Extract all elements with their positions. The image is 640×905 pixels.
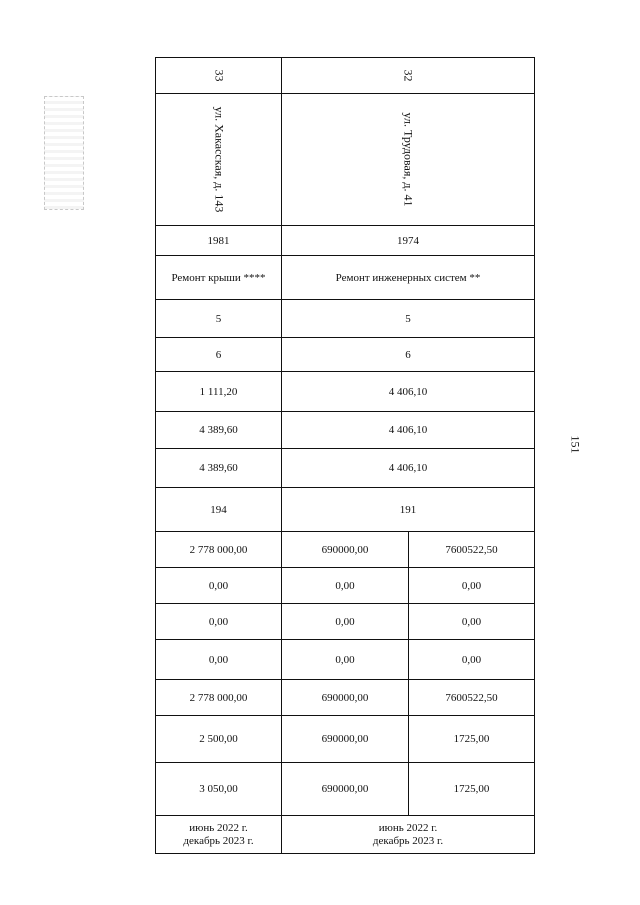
value-cell: 690000,00 xyxy=(282,716,409,763)
date-start: июнь 2022 г. xyxy=(189,821,248,834)
works-table xyxy=(155,57,535,854)
table-row xyxy=(156,604,535,640)
column-number-33: 33 xyxy=(156,58,282,94)
value-cell: 0,00 xyxy=(409,640,535,680)
value-cell: 4 389,60 xyxy=(156,449,282,488)
table-row xyxy=(156,256,535,300)
table-row xyxy=(156,568,535,604)
work-type-cell: Ремонт крыши **** xyxy=(156,256,282,300)
date-range-cell xyxy=(156,816,282,854)
table-row xyxy=(156,816,535,854)
value-cell: 5 xyxy=(156,300,282,338)
year-cell: 1974 xyxy=(282,226,535,256)
value-cell: 1 111,20 xyxy=(156,372,282,412)
table-row xyxy=(156,532,535,568)
value-cell: 1725,00 xyxy=(409,716,535,763)
table-row xyxy=(156,372,535,412)
table-row xyxy=(156,716,535,763)
year-cell: 1981 xyxy=(156,226,282,256)
table-row xyxy=(156,680,535,716)
date-start: июнь 2022 г. xyxy=(378,821,438,834)
value-cell: 194 xyxy=(156,488,282,532)
page-number: 151 xyxy=(568,435,583,454)
value-cell: 4 406,10 xyxy=(282,449,535,488)
table-row xyxy=(156,226,535,256)
value-cell: 0,00 xyxy=(282,604,409,640)
stamp-mark xyxy=(44,96,84,210)
date-end: декабрь 2023 г. xyxy=(372,834,444,847)
value-cell: 7600522,50 xyxy=(409,680,535,716)
value-cell: 0,00 xyxy=(409,604,535,640)
value-cell: 191 xyxy=(282,488,535,532)
date-range-cell xyxy=(282,816,535,854)
value-cell: 690000,00 xyxy=(282,763,409,816)
value-cell: 4 389,60 xyxy=(156,412,282,449)
work-type-cell: Ремонт инженерных систем ** xyxy=(282,256,535,300)
table-row xyxy=(156,488,535,532)
value-cell: 7600522,50 xyxy=(409,532,535,568)
value-cell: 0,00 xyxy=(156,568,282,604)
value-cell: 2 500,00 xyxy=(156,716,282,763)
table-row xyxy=(156,763,535,816)
value-cell: 6 xyxy=(156,338,282,372)
table-row xyxy=(156,412,535,449)
value-cell: 3 050,00 xyxy=(156,763,282,816)
value-cell: 0,00 xyxy=(282,568,409,604)
value-cell: 2 778 000,00 xyxy=(156,532,282,568)
value-cell: 6 xyxy=(282,338,535,372)
value-cell: 0,00 xyxy=(409,568,535,604)
value-cell: 0,00 xyxy=(282,640,409,680)
value-cell: 0,00 xyxy=(156,640,282,680)
value-cell: 4 406,10 xyxy=(282,412,535,449)
value-cell: 2 778 000,00 xyxy=(156,680,282,716)
table-row xyxy=(156,338,535,372)
table-row xyxy=(156,449,535,488)
value-cell: 4 406,10 xyxy=(282,372,535,412)
table-row xyxy=(156,58,535,94)
column-number-32: 32 xyxy=(282,58,535,94)
value-cell: 5 xyxy=(282,300,535,338)
table-row xyxy=(156,640,535,680)
value-cell: 690000,00 xyxy=(282,680,409,716)
address-cell: ул. Трудовая, д. 41 xyxy=(282,94,535,226)
table-row xyxy=(156,94,535,226)
table-row xyxy=(156,300,535,338)
address-cell: ул. Хакасская, д. 143 xyxy=(156,94,282,226)
date-end: декабрь 2023 г. xyxy=(183,834,254,847)
value-cell: 0,00 xyxy=(156,604,282,640)
value-cell: 1725,00 xyxy=(409,763,535,816)
value-cell: 690000,00 xyxy=(282,532,409,568)
